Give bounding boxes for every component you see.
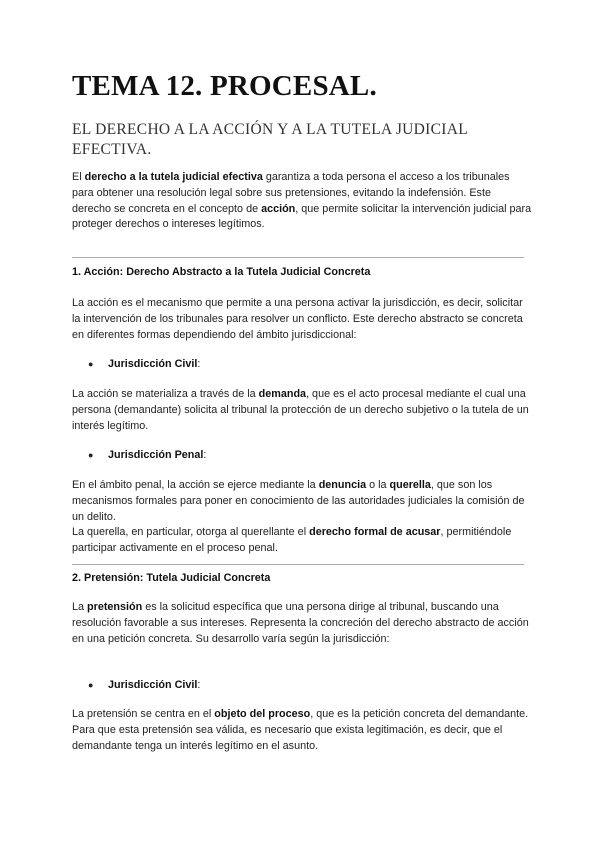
bold-demanda: demanda bbox=[258, 388, 307, 400]
bullet-icon: ● bbox=[88, 680, 94, 690]
section2-civil-paragraph: La pretensión se centra en el objeto del proceso, que es la petición concreta del demandante. Para que esta pretensión sea válida, es necesario que exista legitimación, es decir, que el demandante tenga un interés legítimo en el asunto. bbox=[72, 708, 529, 752]
bullet-icon: ● bbox=[88, 450, 94, 460]
section2-bullet-civil: ● Jurisdicción Civil: bbox=[88, 679, 201, 691]
bold-derecho-formal: derecho formal de acusar bbox=[309, 526, 441, 539]
intro-paragraph: El derecho a la tutela judicial efectiva garantiza a toda persona el acceso a los tribunales para obtener una resolución legal sobre sus pretensiones, evitando la indefensión. Este derecho se concreta en el concepto de acción, que permite solicitar la intervención judicial para proteger derechos o intereses legítimos. bbox=[72, 171, 532, 231]
section1-bullet-penal: ● Jurisdicción Penal: bbox=[88, 449, 207, 461]
bold-denuncia: denuncia bbox=[318, 479, 367, 491]
section1-penal-paragraph: En el ámbito penal, la acción se ejerce mediante la denuncia o la querella, que son los mecanismos formales para poner en conocimiento de las autoridades judiciales la comisión de un delito. La querella, en particular, otorga al querellante el derecho formal de acusar, permitiéndole participar activamente en el proceso penal. bbox=[72, 479, 525, 555]
section1-paragraph: La acción es el mecanismo que permite a una persona activar la jurisdicción, es decir, solicitar la intervención de los tribunales para resolver un conflicto. Este derecho abstracto se concreta en diferentes formas dependiendo del ámbito jurisdiccional: bbox=[72, 297, 523, 341]
section1-bullet-civil: ● Jurisdicción Civil: bbox=[88, 358, 201, 370]
bullet-icon: ● bbox=[88, 359, 94, 369]
page-subtitle: EL DERECHO A LA ACCIÓN Y A LA TUTELA JUDICIAL EFECTIVA. bbox=[72, 121, 468, 158]
intro-bold-tutela: derecho a la tutela judicial efectiva bbox=[84, 171, 263, 183]
section-divider-1 bbox=[72, 257, 524, 258]
section1-civil-paragraph: La acción se materializa a través de la demanda, que es el acto procesal mediante el cual una persona (demandante) solicita al tribunal la protección de un derecho subjetivo o la tutela de un interés legítimo. bbox=[72, 388, 529, 432]
bold-pretension: pretensión bbox=[87, 601, 143, 613]
section2-heading: 2. Pretensión: Tutela Judicial Concreta bbox=[72, 572, 271, 584]
section2-paragraph: La pretensión es la solicitud específica que una persona dirige al tribunal, buscando una resolución favorable a sus intereses. Representa la concreción del derecho abstracto de acción en una petición concreta. Su desarrollo varía según la jurisdicción: bbox=[72, 601, 529, 645]
bold-querella: querella bbox=[389, 479, 431, 491]
intro-bold-accion: acción bbox=[261, 202, 296, 215]
section-divider-2 bbox=[72, 564, 524, 565]
bold-objeto-proceso: objeto del proceso bbox=[214, 708, 311, 720]
page-title: TEMA 12. PROCESAL. bbox=[72, 70, 377, 102]
section1-heading: 1. Acción: Derecho Abstracto a la Tutela Judicial Concreta bbox=[72, 266, 371, 278]
